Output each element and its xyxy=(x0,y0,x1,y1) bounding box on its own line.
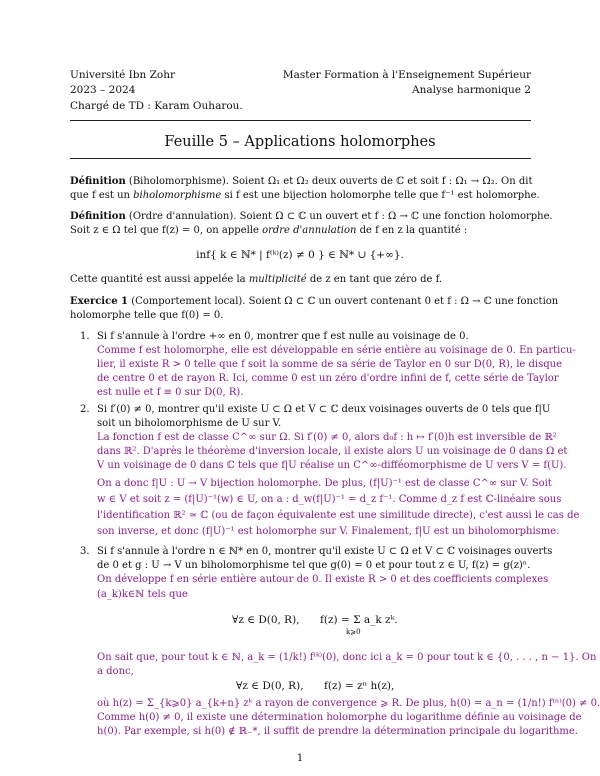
text-fragment: de z en tant que zéro de f. xyxy=(306,274,443,285)
university-name: Université Ibn Zohr xyxy=(70,69,176,81)
question-2-line: Si f′(0) ≠ 0, montrer qu'il existe U ⊂ Ω et V ⊂ ℂ deux voisinages ouverts de 0 tels que f|U xyxy=(97,404,551,415)
definition-line: Soient Ω ⊂ ℂ un ouvert et f : Ω → ℂ une fonction holomorphe. xyxy=(239,211,553,222)
text-fragment: si f est une bijection holomorphe telle que f⁻¹ est holomorphe. xyxy=(221,190,540,201)
text-fragment: que f est un xyxy=(70,190,134,201)
definition-biholomorphism xyxy=(70,175,531,189)
equation-1-left: ∀z ∈ D(0, R), xyxy=(232,614,300,626)
term-biholomorphism: biholomorphisme xyxy=(133,190,222,201)
solution-1-line: est nulle et f ≡ 0 sur D(0, R). xyxy=(97,387,244,398)
solution-2-line: V un voisinage de 0 dans ℂ tels que f|U réalise un C^∞-difféomorphisme de U vers V = f(U). xyxy=(97,460,567,471)
definition-name: (Biholomorphisme). xyxy=(128,176,229,187)
solution-3-line: où h(z) = Σ_{k⩾0} a_{k+n} zᵏ a rayon de convergence ⩾ R. De plus, h(0) = a_n = (1/n!) f⁽ⁿ⁾(0) ≠ 0. xyxy=(97,698,600,709)
solution-1-line: de centre 0 et de rayon R. Ici, comme 0 est un zéro d'ordre infini de f, cette série de Taylor xyxy=(97,373,559,384)
header-rule-bottom xyxy=(70,158,531,159)
solution-1-line: lier, il existe R > 0 telle que f soit la somme de sa série de Taylor en 0 sur D(0, R), le disque xyxy=(97,359,562,370)
solution-3-line: On sait que, pour tout k ∈ ℕ, a_k = (1/k!) f⁽ᵏ⁾(0), donc ici a_k = 0 pour tout k ∈ {0, . . . , n − 1}. On xyxy=(97,652,597,663)
academic-years: 2023 – 2024 xyxy=(70,84,136,96)
page-number: 1 xyxy=(296,753,304,764)
exercise-line: Soient Ω ⊂ ℂ un ouvert contenant 0 et f : Ω → ℂ une fonction xyxy=(248,296,559,307)
solution-1-line: Comme f est holomorphe, elle est développable en série entière au voisinage de 0. En particu- xyxy=(97,345,576,356)
equation-2-left: ∀z ∈ D(0, R), xyxy=(236,680,304,692)
text-fragment: Cette quantité est aussi appelée la xyxy=(70,274,249,285)
solution-3-line: a donc, xyxy=(97,666,134,677)
definition-biholomorphism-line2 xyxy=(70,189,540,203)
multiplicity-note xyxy=(70,273,531,287)
exercise-line2: holomorphe telle que f(0) = 0. xyxy=(70,310,224,321)
instructor: Chargé de TD : Karam Ouharou. xyxy=(70,100,243,112)
text-fragment: de f en z la quantité : xyxy=(356,225,468,236)
solution-2-line: w ∈ V et soit z = (f|U)⁻¹(w) ∈ U, on a : d_w(f|U)⁻¹ = d_z f⁻¹. Comme d_z f est ℂ-linéaire sous xyxy=(97,494,562,505)
question-3-line: Si f s'annule à l'ordre n ∈ ℕ* en 0, montrer qu'il existe U ⊂ Ω et V ⊂ ℂ voisinages ouverts xyxy=(97,546,553,557)
header-rule-top xyxy=(70,120,531,121)
definition-line: Soient Ω₁ et Ω₂ deux ouverts de ℂ et soit f : Ω₁ → Ω₂. On dit xyxy=(232,176,533,187)
solution-3-line: (a_k)k∈ℕ tels que xyxy=(97,589,188,600)
equation-1-subscript: k⩾0 xyxy=(346,628,361,636)
term-multiplicity: multiplicité xyxy=(248,274,307,285)
solution-2-line: La fonction f est de classe C^∞ sur Ω. Si f′(0) ≠ 0, alors d₀f : h ↦ f′(0)h est inversible de ℝ² xyxy=(97,432,557,443)
question-3-line: de 0 et g : U → V un biholomorphisme tel que g(0) = 0 et pour tout z ∈ U, f(z) = g(z)ⁿ. xyxy=(97,560,531,571)
solution-2-line: dans ℝ². D'après le théorème d'inversion locale, il existe alors U un voisinage de 0 dans Ω et xyxy=(97,446,568,457)
question-number: 1. xyxy=(80,331,90,342)
text-fragment: Soit z ∈ Ω tel que f(z) = 0, on appelle xyxy=(70,225,263,236)
solution-2-line: On a donc f|U : U → V bijection holomorphe. De plus, (f|U)⁻¹ est de classe C^∞ sur V. Soit xyxy=(97,478,552,489)
question-number: 2. xyxy=(80,404,90,415)
equation-1-right: f(z) = Σ a_k zᵏ. xyxy=(320,614,398,626)
question-number: 3. xyxy=(80,546,90,557)
solution-2-line: l'identification ℝ² ≃ ℂ (ou de façon équivalente est une similitude directe), c'est aussi le cas de xyxy=(97,510,580,521)
definition-order-line2 xyxy=(70,224,531,238)
page-title: Feuille 5 – Applications holomorphes xyxy=(164,134,436,150)
question-2-line: soit un biholomorphisme de U sur V. xyxy=(97,418,282,429)
solution-3-line: Comme h(0) ≠ 0, il existe une détermination holomorphe du logarithme définie au voisinage de xyxy=(97,712,582,723)
program-name: Master Formation à l'Enseignement Supérieur xyxy=(282,69,531,81)
question-1: Si f s'annule à l'ordre +∞ en 0, montrer que f est nulle au voisinage de 0. xyxy=(97,331,469,342)
solution-3-line: On développe f en série entière autour de 0. Il existe R > 0 et des coefficients complexes xyxy=(97,574,549,585)
solution-2-line: son inverse, et donc (f|U)⁻¹ est holomorphe sur V. Finalement, f|U est un biholomorphisme. xyxy=(97,526,560,537)
definition-name: (Ordre d'annulation). xyxy=(128,211,237,222)
course-name: Analyse harmonique 2 xyxy=(412,84,531,96)
definition-label: Définition xyxy=(70,176,126,187)
equation-2-right: f(z) = zⁿ h(z), xyxy=(324,680,395,692)
definition-order xyxy=(70,210,553,224)
order-formula: inf{ k ∈ ℕ* | f⁽ᵏ⁾(z) ≠ 0 } ∈ ℕ* ∪ {+∞}. xyxy=(196,249,404,261)
exercise-heading xyxy=(70,295,559,309)
exercise-label: Exercice 1 xyxy=(70,296,128,307)
term-order: ordre d'annulation xyxy=(262,225,357,236)
solution-3-line: h(0). Par exemple, si h(0) ∉ ℝ₋*, il suffit de prendre la détermination principale du logarithme. xyxy=(97,726,578,737)
exercise-name: (Comportement local). xyxy=(131,296,246,307)
definition-label: Définition xyxy=(70,211,126,222)
